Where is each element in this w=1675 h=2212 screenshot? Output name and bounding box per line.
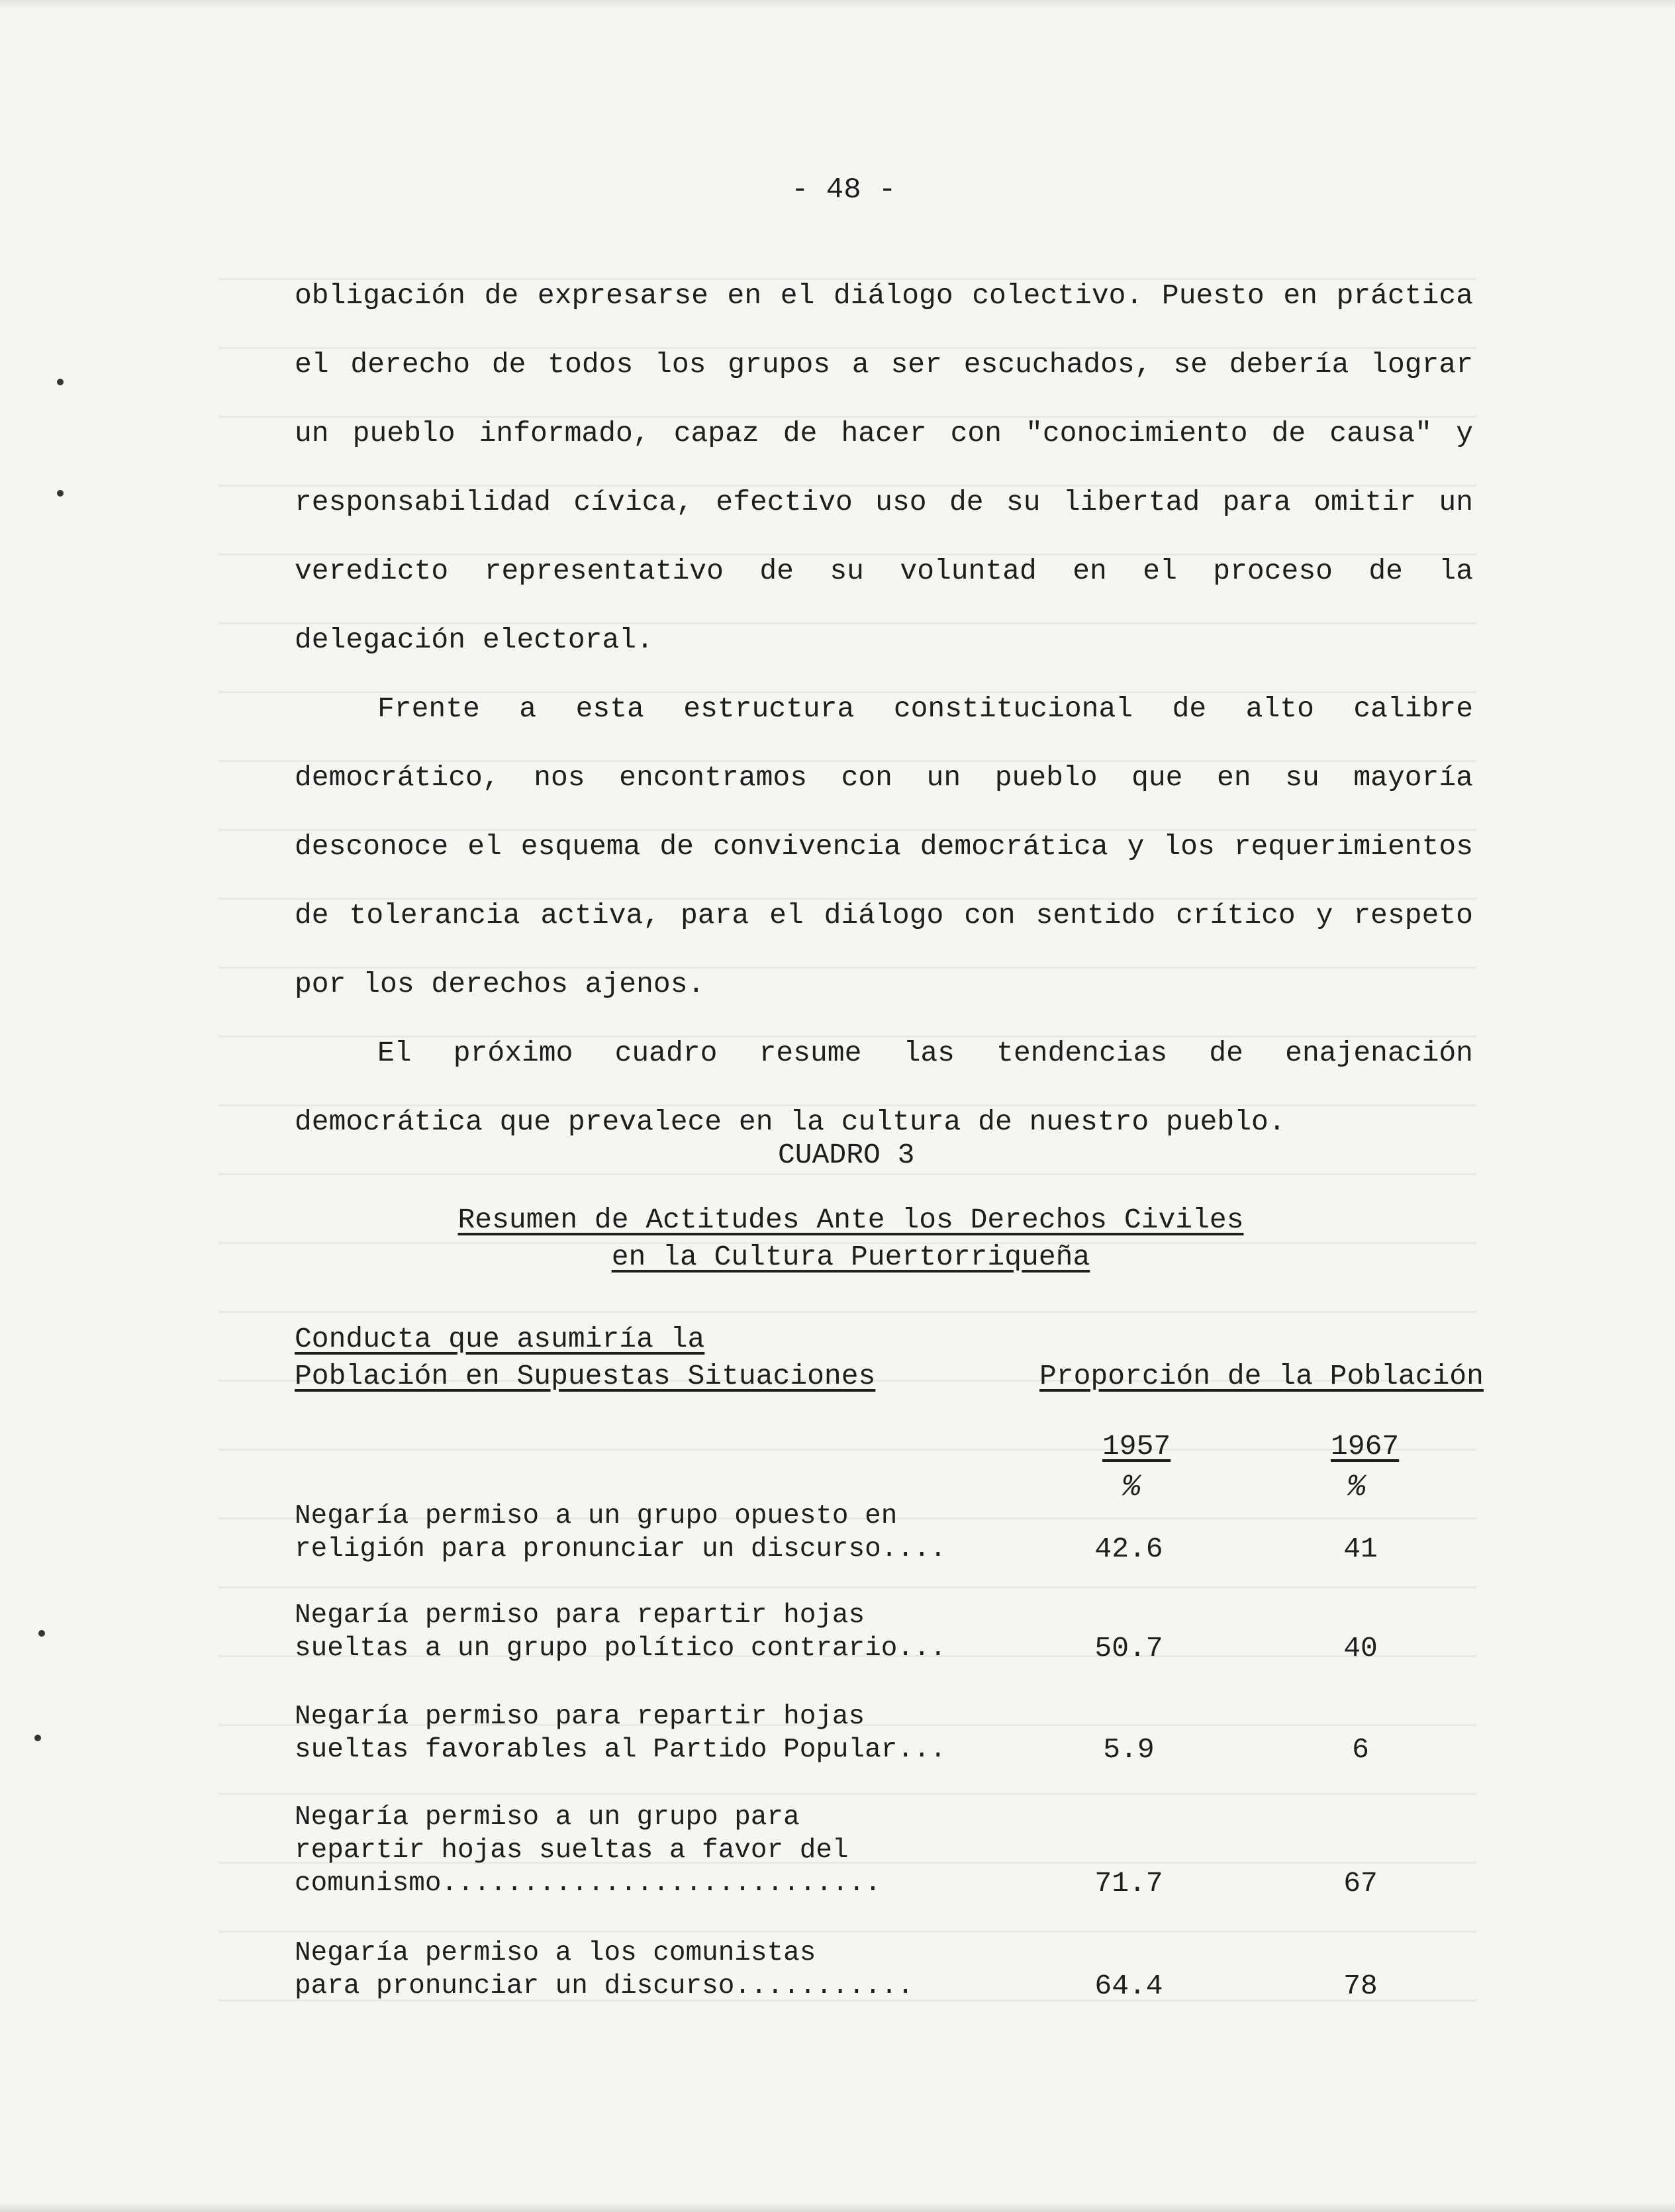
table-cell-1957: 50.7 [1094,1632,1163,1664]
scan-speck [57,490,64,497]
percent-symbol: % [1122,1470,1141,1504]
year-header-1957: 1957 [1102,1430,1171,1463]
page-top-edge [0,0,1675,9]
page-number: - 48 - [791,173,896,207]
table-cell-1967: 67 [1343,1867,1378,1899]
scan-speck [57,379,64,385]
table-cell-1967: 6 [1352,1733,1369,1766]
body-text [295,262,1473,1157]
paragraph: Frente a esta estructura constitucional de alto calibre democrático, nos encontramos con un pueblo que en su mayoría desconoce el esquema de convivencia democrática y los requerimientos de tolerancia activa, para el diálogo con sentido crítico y respeto por los derechos ajenos. [295,693,1473,1000]
paragraph: obligación de expresarse en el diálogo colectivo. Puesto en práctica el derecho de todos los grupos a ser escuchados, se debería lograr un pueblo informado, capaz de hacer con "conocimiento de causa" y responsabilidad cívica, efectivo uso de su libertad para omitir un veredicto representativo de su voluntad en el proceso de la delegación electoral. [295,279,1473,656]
table-cell-1967: 40 [1343,1632,1378,1664]
table-row-label: Negaría permiso a un grupo opuesto en religión para pronunciar un discurso.... [295,1501,947,1564]
table-title-line: en la Cultura Puertorriqueña [611,1241,1090,1273]
table-cell-1957: 42.6 [1094,1533,1163,1565]
table-cell-1957: 5.9 [1103,1733,1155,1766]
table-row-label: Negaría permiso para repartir hojas sueltas a un grupo político contrario... [295,1600,947,1664]
table-cell-1967: 78 [1343,1970,1378,2002]
table-row-label: Negaría permiso a un grupo para repartir hojas sueltas a favor del comunismo........................... [295,1802,881,1899]
column-header-proporcion: Proporción de la Población [1039,1360,1484,1392]
table-title [437,1202,1265,1276]
paragraph: El próximo cuadro resume las tendencias de enajenación democrática que prevalece en la cultura de nuestro pueblo. [295,1037,1473,1138]
scan-speck [38,1630,45,1637]
page-bottom-edge [0,2202,1675,2212]
column-header-line: Conducta que asumiría la [295,1323,705,1355]
scan-speck [34,1735,41,1741]
table-row-label: Negaría permiso a los comunistas para pronunciar un discurso........... [295,1938,914,2001]
percent-symbol: % [1347,1470,1366,1504]
table-label: CUADRO 3 [778,1139,915,1171]
table-row-label: Negaría permiso para repartir hojas sueltas favorables al Partido Popular... [295,1702,947,1765]
table-cell-1957: 71.7 [1094,1867,1163,1899]
year-header-1967: 1967 [1331,1430,1400,1463]
column-header-conducta [295,1321,875,1395]
column-header-line: Población en Supuestas Situaciones [295,1360,876,1392]
table-cell-1957: 64.4 [1094,1970,1163,2002]
table-title-line: Resumen de Actitudes Ante los Derechos Civiles [457,1204,1244,1236]
table-cell-1967: 41 [1343,1533,1378,1565]
